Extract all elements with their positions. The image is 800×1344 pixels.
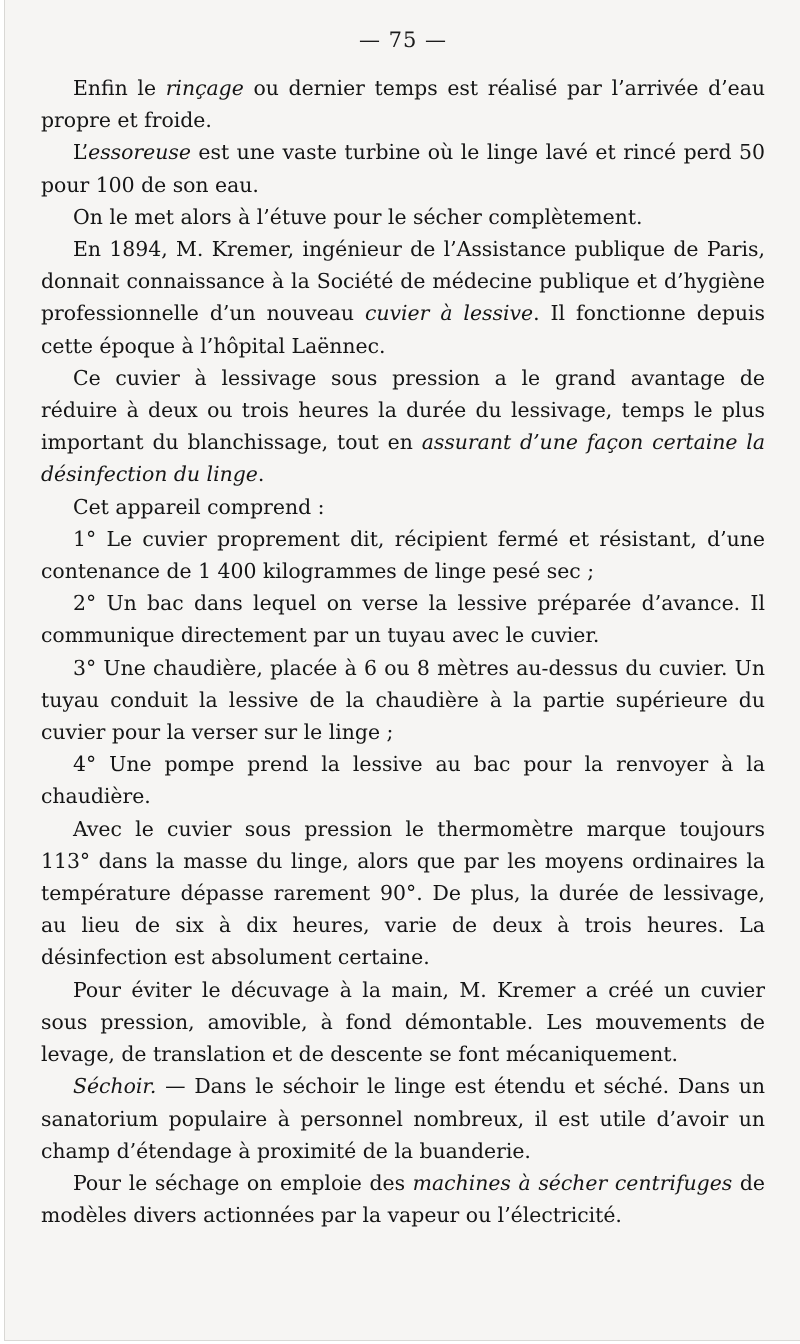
- paragraph: [41, 201, 765, 233]
- text-run: est une vaste turbine où le linge lavé et rincé perd 50 pour 100 de son eau.: [41, 140, 765, 197]
- text-run: 4° Une pompe prend la lessive au bac pour la renvoyer à la chaudière.: [41, 752, 765, 809]
- text-run: On le met alors à l’étuve pour le sécher complètement.: [73, 204, 643, 229]
- italic-text-run: rinçage: [165, 76, 244, 100]
- text-run: — Dans le séchoir le linge est étendu et séché. Dans un sanatorium populaire à personnel nombreux, il est utile d’avoir un champ d’étendage à proximité de la buanderie.: [41, 1074, 765, 1163]
- italic-text-run: machines à sécher centrifuges: [412, 1170, 733, 1195]
- book-page: [4, 0, 800, 1341]
- paragraph: [41, 72, 765, 136]
- italic-text-run: cuvier à lessive: [364, 301, 534, 326]
- text-run: 3° Une chaudière, placée à 6 ou 8 mètres au-dessus du cuvier. Un tuyau conduit la lessive de la chaudière à la partie supérieure du cuvier pour la verser sur le linge ;: [41, 655, 765, 745]
- text-run: Ce cuvier à lessivage sous pression a le grand avantage de réduire à deux ou trois heures la durée du lessivage, temps le plus important du blanchissage, tout en: [41, 365, 765, 455]
- paragraph-list-item: [41, 652, 765, 749]
- text-run: de modèles divers actionnées par la vapeur ou l’électricité.: [41, 1170, 765, 1228]
- text-run: ou dernier temps est réalisé par l’arrivée d’eau propre et froide.: [41, 76, 765, 133]
- paragraph-list-item: [41, 748, 765, 812]
- text-run: Enfin le: [73, 76, 166, 100]
- text-run: Avec le cuvier sous pression le thermomètre marque toujours 113° dans la masse du linge, alors que par les moyens ordinaires la température dépasse rarement 90°. De plus, la durée de lessivage, au lieu de six à dix heures, varie de deux à trois heures. La désinfection est absolument certaine.: [41, 816, 765, 970]
- paragraph: [41, 491, 765, 523]
- text-run: En 1894, M. Kremer, ingénieur de l’Assistance publique de Paris, donnait connaissance à la Société de médecine publique et d’hygiène professionnelle d’un nouveau: [41, 237, 765, 326]
- paragraph-list-item: [41, 587, 765, 651]
- paragraph-sechoir: [41, 1070, 765, 1167]
- text-run: L’: [73, 140, 89, 165]
- text-run: Pour le séchage on emploie des: [73, 1170, 413, 1195]
- italic-text-run: Séchoir.: [73, 1074, 157, 1099]
- paragraph: [41, 813, 765, 974]
- page-body-text: [41, 72, 765, 1231]
- text-run: 2° Un bac dans lequel on verse la lessive préparée d’avance. Il communique directement par un tuyau avec le cuvier.: [41, 591, 765, 648]
- paragraph: [41, 362, 765, 491]
- paragraph: [41, 974, 765, 1071]
- italic-text-run: assurant d’une façon certaine la désinfection du linge: [41, 430, 765, 487]
- paragraph: [41, 233, 765, 362]
- paragraph: [41, 1167, 765, 1231]
- paragraph: [41, 136, 765, 200]
- text-run: Pour éviter le décuvage à la main, M. Kremer a créé un cuvier sous pression, amovible, à fond démontable. Les mouvements de levage, de translation et de descente se font mécaniquement.: [41, 977, 765, 1067]
- text-run: Cet appareil comprend :: [73, 494, 325, 519]
- text-run: .: [257, 462, 265, 487]
- page-number: — 75 —: [358, 28, 448, 52]
- text-run: 1° Le cuvier proprement dit, récipient fermé et résistant, d’une contenance de 1 400 kilogrammes de linge pesé sec ;: [41, 526, 765, 584]
- text-run: . Il fonctionne depuis cette époque à l’hôpital Laënnec.: [41, 301, 765, 358]
- paragraph-list-item: [41, 523, 765, 587]
- italic-text-run: essoreuse: [88, 140, 191, 165]
